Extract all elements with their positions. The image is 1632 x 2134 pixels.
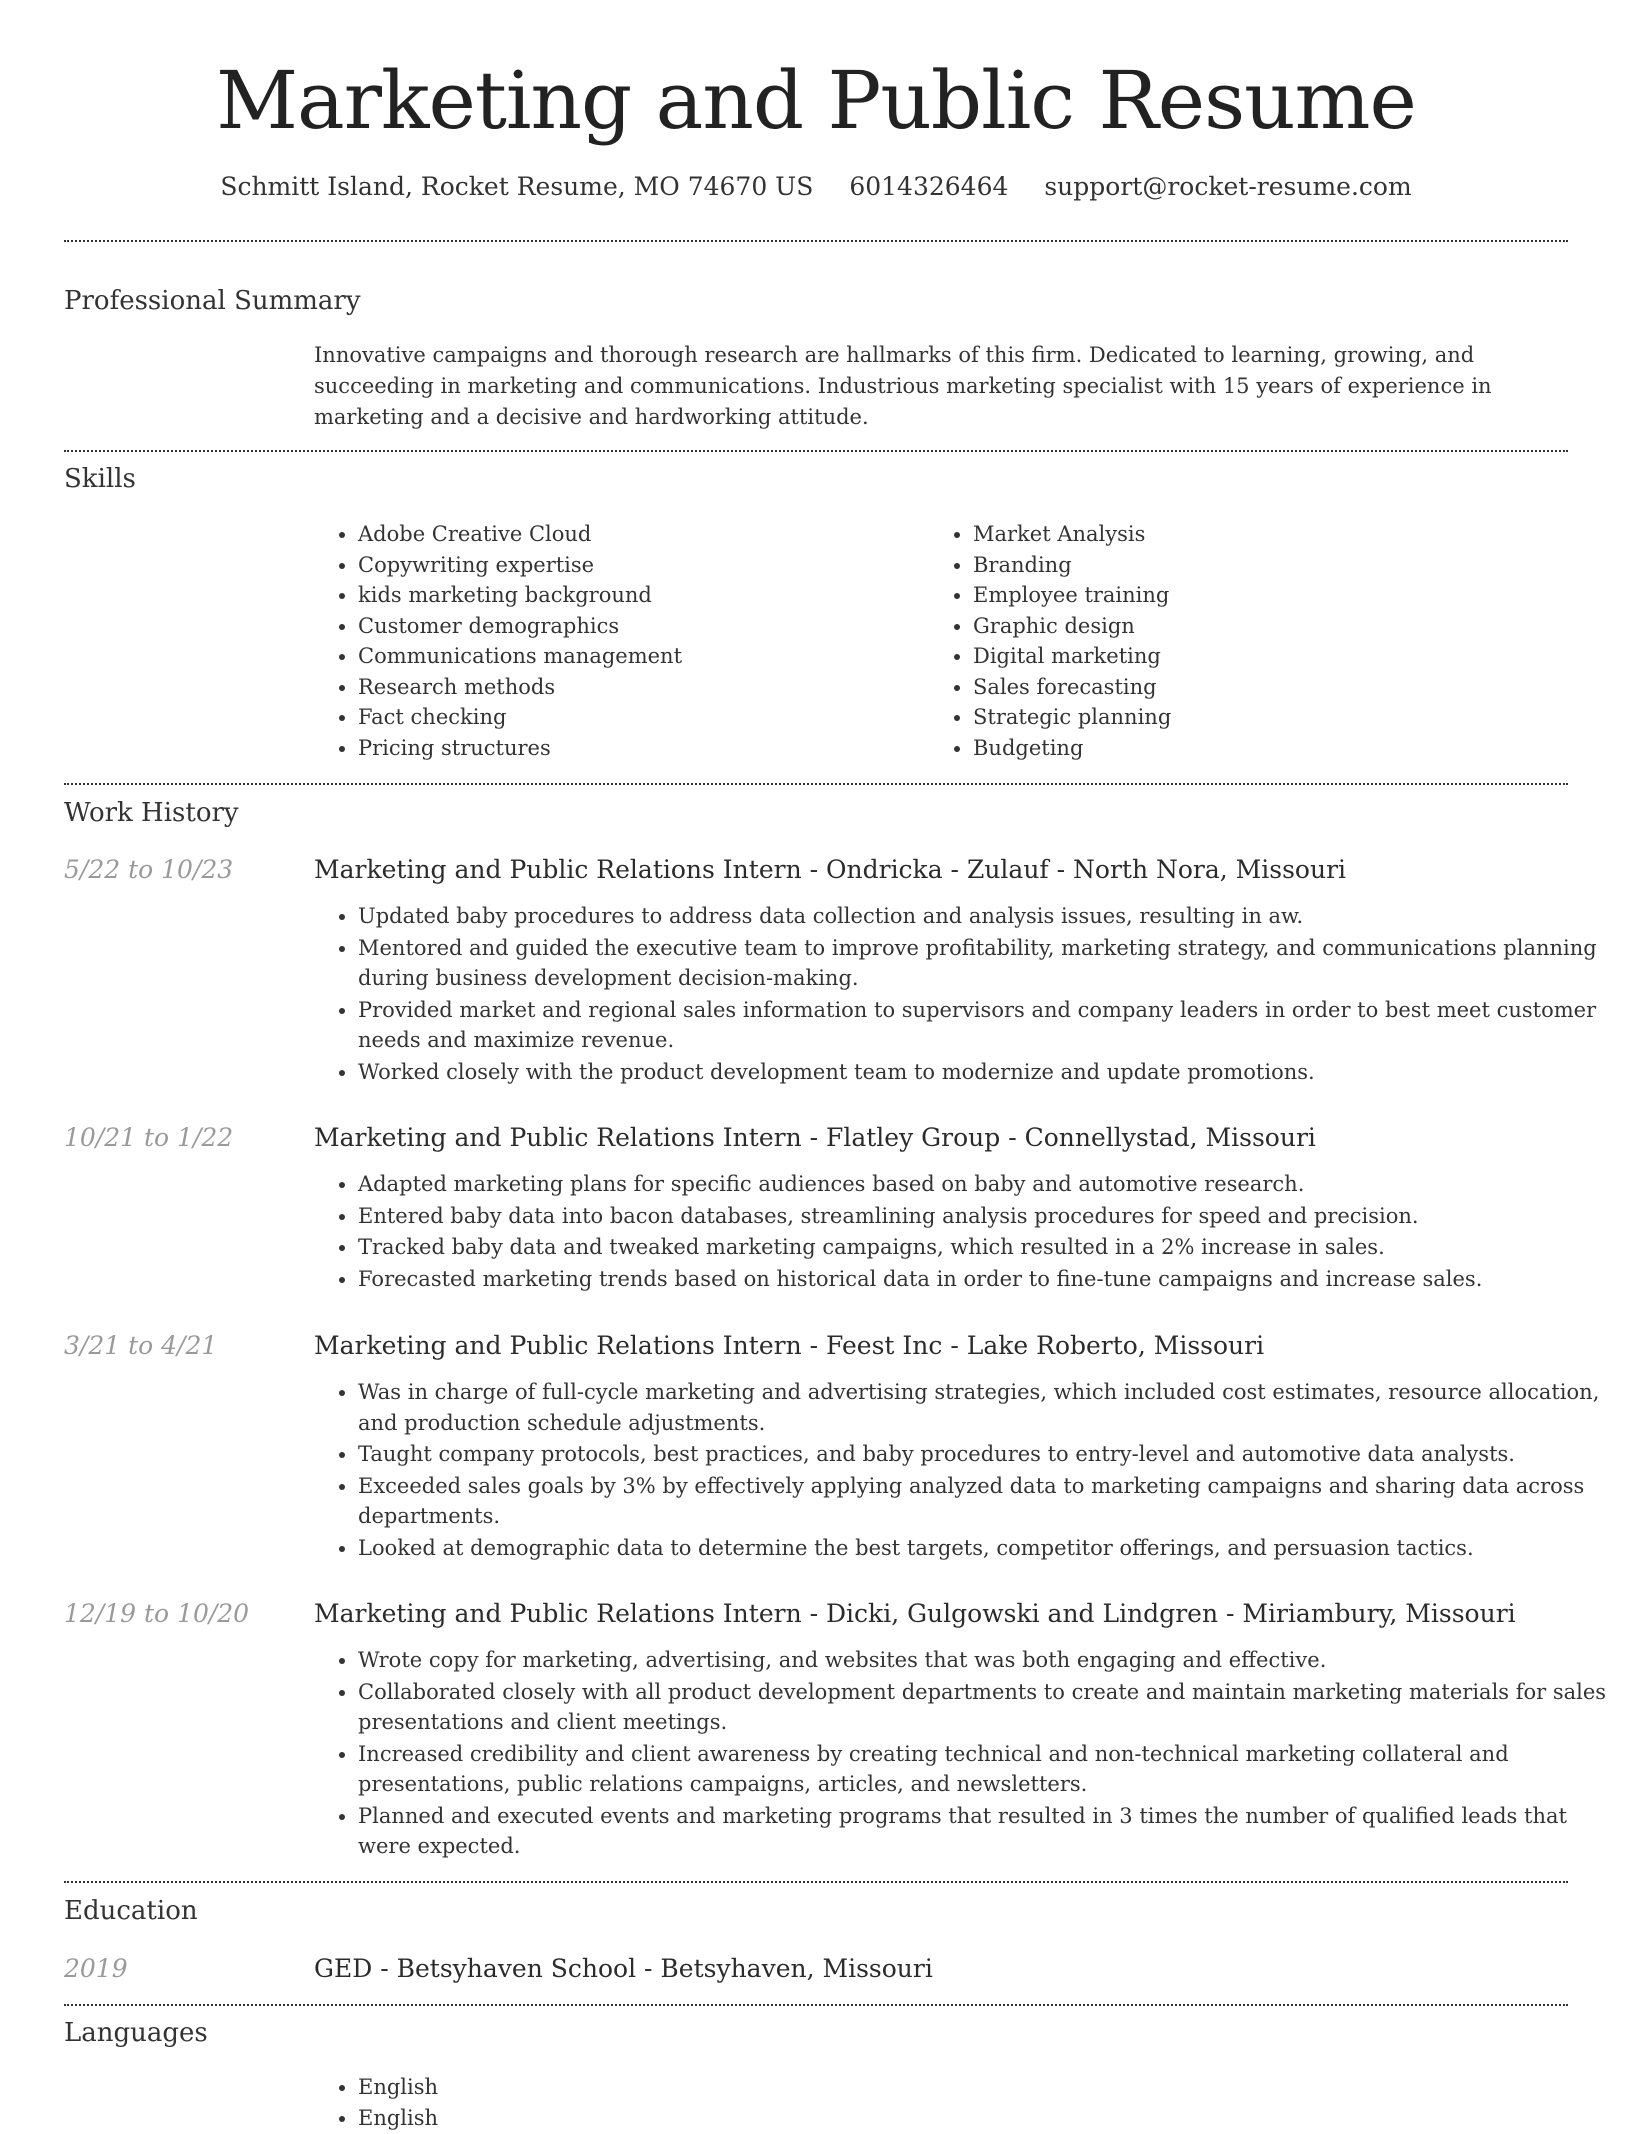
skill-item: • Research methods	[358, 672, 682, 703]
job-bullet: • Taught company protocols, best practices, and baby procedures to entry-level and automotive data analysts.	[358, 1439, 1614, 1470]
education-text: GED - Betsyhaven School - Betsyhaven, Missouri	[314, 1954, 933, 1983]
contact-line	[0, 170, 1632, 204]
job-date: 3/21 to 4/21	[64, 1331, 218, 1360]
job-bullet: • Provided market and regional sales information to supervisors and company leaders in order to best meet customer needs and maximize revenue.	[358, 995, 1614, 1056]
skill-item: • Employee training	[973, 580, 1171, 611]
language-item: • English	[358, 2103, 438, 2134]
contact-phone: 6014326464	[849, 172, 1009, 201]
resume-name: Marketing and Public Resume	[216, 54, 1416, 147]
job-title: Marketing and Public Relations Intern - Ondricka - Zulauf - North Nora, Missouri	[314, 855, 1347, 884]
job-bullet: • Mentored and guided the executive team to improve profitability, marketing strategy, and communications planning during business development decision-making.	[358, 933, 1614, 994]
contact-email: support@rocket-resume.com	[1044, 172, 1412, 201]
section-title-skills: Skills	[64, 464, 136, 494]
education-date: 2019	[64, 1954, 128, 1983]
summary-text: Innovative campaigns and thorough research are hallmarks of this firm. Dedicated to learning, growing, and succeeding in marketing and communications. Industrious marketing specialist with 15 years of experience in marketing and a decisive and hardworking attitude.	[314, 343, 1492, 429]
job-date: 12/19 to 10/20	[64, 1599, 250, 1628]
job-bullet: • Adapted marketing plans for specific audiences based on baby and automotive research.	[358, 1169, 1614, 1200]
job-bullet: • Looked at demographic data to determine the best targets, competitor offerings, and persuasion tactics.	[358, 1533, 1614, 1564]
section-title-languages: Languages	[64, 2018, 208, 2048]
skill-item: • Communications management	[358, 641, 682, 672]
skill-item: • Branding	[973, 550, 1171, 581]
skill-item: • Pricing structures	[358, 733, 682, 764]
job-date: 10/21 to 1/22	[64, 1123, 234, 1152]
skill-item: • Adobe Creative Cloud	[358, 519, 682, 550]
skill-item: • Graphic design	[973, 611, 1171, 642]
skills-list-left	[314, 519, 682, 763]
resume-header	[0, 0, 1632, 204]
job-bullet: • Tracked baby data and tweaked marketing campaigns, which resulted in a 2% increase in sales.	[358, 1232, 1614, 1263]
job-bullets	[314, 1169, 1614, 1295]
job-bullet: • Planned and executed events and marketing programs that resulted in 3 times the number of qualified leads that were expected.	[358, 1801, 1614, 1862]
job-bullet: • Exceeded sales goals by 3% by effectively applying analyzed data to marketing campaigns and sharing data across departments.	[358, 1471, 1614, 1532]
skill-item: • Customer demographics	[358, 611, 682, 642]
skill-item: • Copywriting expertise	[358, 550, 682, 581]
job-bullet: • Was in charge of full-cycle marketing and advertising strategies, which included cost estimates, resource allocation, and production schedule adjustments.	[358, 1377, 1614, 1438]
skill-item: • Strategic planning	[973, 702, 1171, 733]
section-title-work: Work History	[64, 798, 239, 828]
divider	[64, 2004, 1568, 2006]
job-title: Marketing and Public Relations Intern - Dicki, Gulgowski and Lindgren - Miriambury, Missouri	[314, 1599, 1516, 1628]
divider	[64, 450, 1568, 452]
skills-list-right	[929, 519, 1171, 763]
divider	[64, 240, 1568, 242]
job-bullet: • Collaborated closely with all product development departments to create and maintain marketing materials for sales presentations and client meetings.	[358, 1677, 1614, 1738]
job-title: Marketing and Public Relations Intern - Feest Inc - Lake Roberto, Missouri	[314, 1331, 1265, 1360]
job-bullet: • Updated baby procedures to address data collection and analysis issues, resulting in aw.	[358, 901, 1614, 932]
divider	[64, 783, 1568, 785]
skill-item: • Fact checking	[358, 702, 682, 733]
skill-item: • Budgeting	[973, 733, 1171, 764]
job-bullet: • Worked closely with the product development team to modernize and update promotions.	[358, 1057, 1614, 1088]
contact-address: Schmitt Island, Rocket Resume, MO 74670 US	[220, 172, 814, 201]
job-title: Marketing and Public Relations Intern - Flatley Group - Connellystad, Missouri	[314, 1123, 1316, 1152]
job-bullet: • Wrote copy for marketing, advertising, and websites that was both engaging and effective.	[358, 1645, 1614, 1676]
language-item: • English	[358, 2072, 438, 2103]
languages-list	[314, 2072, 438, 2134]
job-bullets	[314, 1377, 1614, 1564]
job-bullets	[314, 901, 1614, 1088]
skill-item: • Market Analysis	[973, 519, 1171, 550]
job-bullet: • Forecasted marketing trends based on historical data in order to fine-tune campaigns and increase sales.	[358, 1264, 1614, 1295]
skill-item: • Digital marketing	[973, 641, 1171, 672]
section-title-summary: Professional Summary	[64, 286, 361, 316]
skill-item: • Sales forecasting	[973, 672, 1171, 703]
section-title-education: Education	[64, 1896, 198, 1926]
job-bullets	[314, 1645, 1614, 1863]
skill-item: • kids marketing background	[358, 580, 682, 611]
job-bullet: • Increased credibility and client awareness by creating technical and non-technical marketing collateral and presentations, public relations campaigns, articles, and newsletters.	[358, 1739, 1614, 1800]
divider	[64, 1881, 1568, 1883]
job-bullet: • Entered baby data into bacon databases, streamlining analysis procedures for speed and precision.	[358, 1201, 1614, 1232]
job-date: 5/22 to 10/23	[64, 855, 234, 884]
